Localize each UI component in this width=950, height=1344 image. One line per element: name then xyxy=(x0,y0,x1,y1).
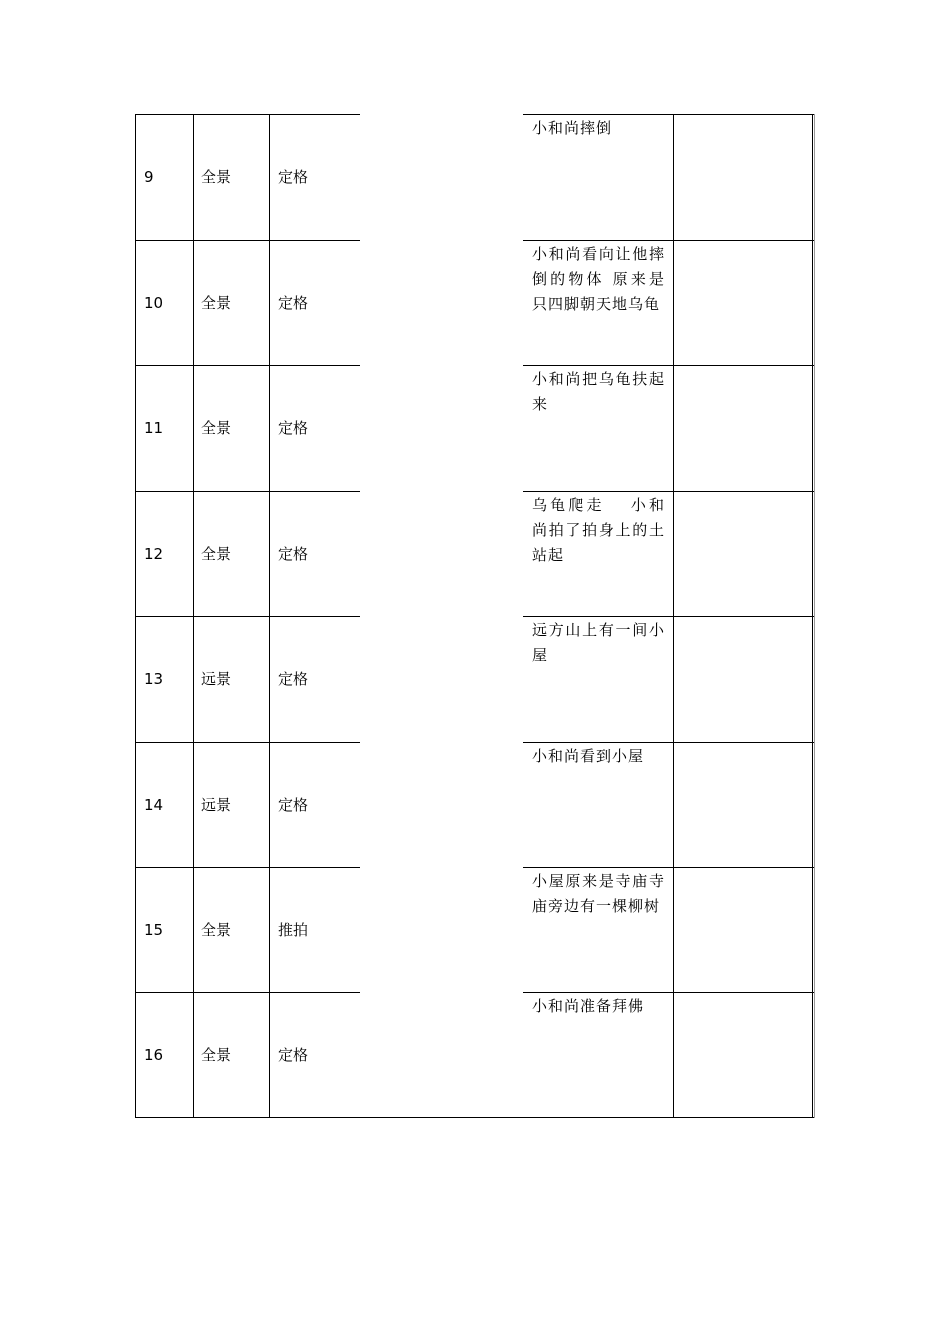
shot-number: 10 xyxy=(144,293,164,312)
camera-movement: 定格 xyxy=(278,293,309,312)
camera-movement: 定格 xyxy=(278,795,309,814)
table-border-bottom xyxy=(135,1117,814,1118)
notes-cell xyxy=(673,867,814,993)
scene-description: 小和尚把乌龟扶起来 xyxy=(532,370,665,413)
shot-number: 15 xyxy=(144,920,164,939)
shot-number: 14 xyxy=(144,795,164,814)
empty-cell xyxy=(360,240,523,366)
camera-movement: 定格 xyxy=(278,669,309,688)
empty-cell xyxy=(360,491,523,617)
row-divider xyxy=(523,240,814,241)
empty-cell xyxy=(360,616,523,742)
scene-description: 小和尚准备拜佛 xyxy=(532,997,645,1015)
row-divider xyxy=(135,240,360,241)
empty-cell xyxy=(360,365,523,491)
shot-type: 远景 xyxy=(201,795,232,814)
notes-cell xyxy=(673,240,814,366)
table-row xyxy=(135,240,814,366)
table-row xyxy=(135,867,814,993)
scene-description: 小屋原来是寺庙寺庙旁边有一棵柳树 xyxy=(532,872,665,915)
table-border-shadow xyxy=(814,114,815,1118)
camera-movement: 定格 xyxy=(278,418,309,437)
table-row xyxy=(135,365,814,491)
row-divider xyxy=(523,365,814,366)
shot-type: 全景 xyxy=(201,920,232,939)
empty-cell xyxy=(360,867,523,993)
row-divider xyxy=(523,742,814,743)
table-row xyxy=(135,114,814,240)
table-row xyxy=(135,491,814,617)
notes-cell xyxy=(673,114,814,240)
shot-type: 全景 xyxy=(201,293,232,312)
notes-cell xyxy=(673,491,814,617)
shot-type: 全景 xyxy=(201,1045,232,1064)
row-divider xyxy=(135,742,360,743)
table-row xyxy=(135,616,814,742)
empty-cell xyxy=(360,742,523,868)
row-divider xyxy=(135,365,360,366)
empty-cell xyxy=(360,992,523,1118)
shot-number: 11 xyxy=(144,418,164,437)
shot-type: 全景 xyxy=(201,167,232,186)
row-divider xyxy=(523,992,814,993)
row-divider xyxy=(135,867,360,868)
scene-description: 小和尚摔倒 xyxy=(532,119,613,137)
row-divider xyxy=(523,491,814,492)
scene-description: 小和尚看向让他摔倒的物体 原来是只四脚朝天地乌龟 xyxy=(532,245,665,313)
row-divider xyxy=(523,616,814,617)
row-divider xyxy=(135,616,360,617)
camera-movement: 定格 xyxy=(278,167,309,186)
shot-number: 12 xyxy=(144,544,164,563)
shot-number: 13 xyxy=(144,669,164,688)
row-divider xyxy=(523,114,814,115)
notes-cell xyxy=(673,365,814,491)
shot-type: 全景 xyxy=(201,418,232,437)
camera-movement: 推拍 xyxy=(278,920,309,939)
scene-description: 小和尚看到小屋 xyxy=(532,747,645,765)
table-row xyxy=(135,742,814,868)
shot-number: 9 xyxy=(144,167,154,186)
row-divider xyxy=(135,992,360,993)
notes-cell xyxy=(673,992,814,1118)
table-row xyxy=(135,992,814,1118)
camera-movement: 定格 xyxy=(278,1045,309,1064)
notes-cell xyxy=(673,616,814,742)
shot-number: 16 xyxy=(144,1045,164,1064)
empty-cell xyxy=(360,114,523,240)
scene-description: 乌龟爬走 小和尚拍了拍身上的土站起 xyxy=(532,496,665,564)
notes-cell xyxy=(673,742,814,868)
shot-type: 远景 xyxy=(201,669,232,688)
row-divider xyxy=(135,491,360,492)
shot-type: 全景 xyxy=(201,544,232,563)
row-divider xyxy=(135,114,360,115)
scene-description: 远方山上有一间小屋 xyxy=(532,621,665,664)
row-divider xyxy=(523,867,814,868)
camera-movement: 定格 xyxy=(278,544,309,563)
